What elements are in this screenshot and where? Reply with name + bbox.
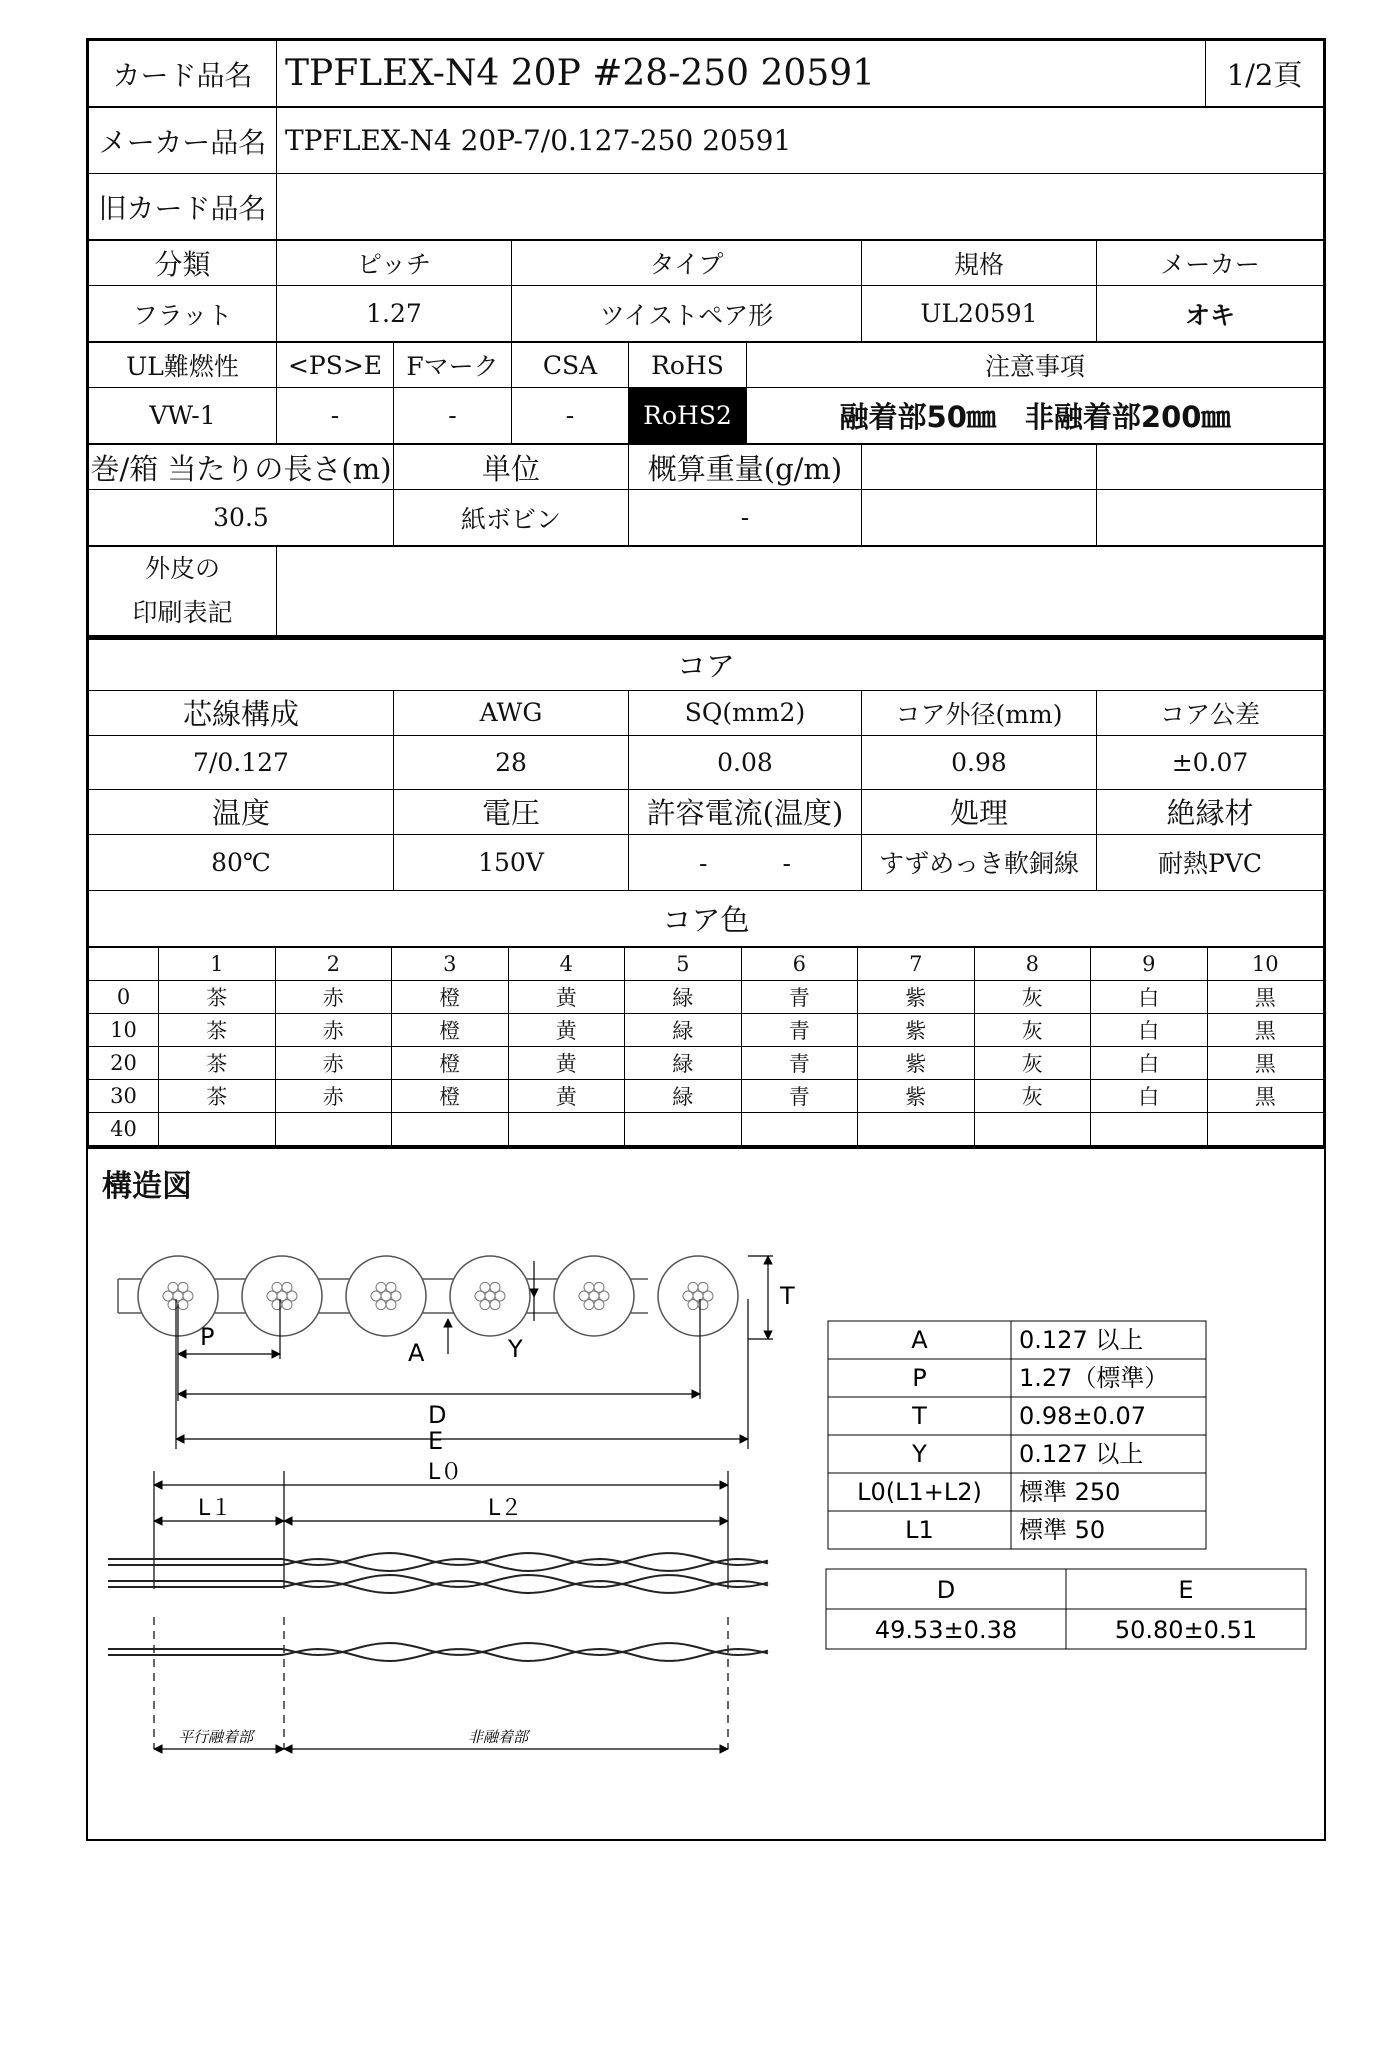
de-value: 50.80±0.51 xyxy=(1114,1615,1258,1644)
core-circle xyxy=(554,1256,634,1336)
col-header: 3 xyxy=(392,947,509,980)
voltage-header: 電圧 xyxy=(394,789,629,834)
col-header: 4 xyxy=(508,947,625,980)
col-header: 10 xyxy=(1207,947,1324,980)
core-colors-title: コア色 xyxy=(89,890,1324,946)
card-name-label: カード品名 xyxy=(89,41,277,107)
length-header: 巻/箱 当たりの長さ(m) xyxy=(89,445,394,490)
conductor-line xyxy=(108,1575,768,1587)
sq-value: 0.08 xyxy=(629,735,862,789)
spec-key: Y xyxy=(912,1439,927,1468)
standard-value: UL20591 xyxy=(862,286,1097,342)
csa-header: CSA xyxy=(512,343,629,388)
twisted-pair-side-view xyxy=(108,1553,768,1661)
color-cell: 黒 xyxy=(1207,1046,1324,1079)
color-cell: 赤 xyxy=(275,1013,392,1046)
color-cell xyxy=(858,1112,975,1145)
core-circle xyxy=(242,1256,322,1336)
de-table xyxy=(826,1569,1306,1649)
jacket-label-line2: 印刷表記 xyxy=(132,598,233,627)
standard-header: 規格 xyxy=(862,241,1097,286)
row-label: 10 xyxy=(89,1013,159,1046)
core-colors-header-row xyxy=(89,947,1324,980)
spec-value: 0.127 以上 xyxy=(1019,1439,1144,1468)
core-circle xyxy=(450,1256,530,1336)
rohs-header: RoHS xyxy=(629,343,747,388)
color-cell xyxy=(741,1112,858,1145)
spec-key: T xyxy=(912,1401,927,1430)
treatment-header: 処理 xyxy=(862,789,1097,834)
structure-section xyxy=(88,1146,1324,1839)
color-cell: 白 xyxy=(1091,1046,1208,1079)
de-header: E xyxy=(1178,1575,1194,1604)
insulation-header: 絶縁材 xyxy=(1097,789,1324,834)
classification-table xyxy=(88,240,1324,342)
jacket-value xyxy=(277,547,1324,636)
color-cell: 紫 xyxy=(858,980,975,1013)
color-cell: 黄 xyxy=(508,1046,625,1079)
spec-key: A xyxy=(911,1325,928,1354)
color-cell: 白 xyxy=(1091,1013,1208,1046)
core-title: コア xyxy=(89,638,1324,690)
color-cell: 黄 xyxy=(508,980,625,1013)
color-cell: 紫 xyxy=(858,1079,975,1112)
weight-header: 概算重量(g/m) xyxy=(629,445,862,490)
spec-value: 標準 250 xyxy=(1019,1477,1121,1506)
label-t: T xyxy=(780,1281,795,1310)
color-cell: 橙 xyxy=(392,980,509,1013)
color-cell: 赤 xyxy=(275,1046,392,1079)
pse-header: <PS>E xyxy=(277,343,394,388)
color-cell: 赤 xyxy=(275,1079,392,1112)
rohs-badge: RoHS2 xyxy=(629,388,747,444)
color-cell: 黒 xyxy=(1207,1079,1324,1112)
jacket-table xyxy=(88,546,1324,636)
color-cell xyxy=(159,1112,276,1145)
color-cell: 緑 xyxy=(625,1046,742,1079)
core-table xyxy=(88,636,1324,947)
spec-value: 1.27（標準） xyxy=(1019,1363,1169,1392)
spec-key: L1 xyxy=(905,1515,934,1544)
color-cell: 茶 xyxy=(159,1079,276,1112)
structure-diagram xyxy=(88,1149,1324,1839)
color-cell: 緑 xyxy=(625,1079,742,1112)
spec-value: 標準 50 xyxy=(1019,1515,1106,1544)
color-cell: 黄 xyxy=(508,1079,625,1112)
pse-value: - xyxy=(277,388,394,444)
color-cell: 茶 xyxy=(159,1013,276,1046)
color-cell xyxy=(625,1112,742,1145)
maker-header: メーカー xyxy=(1097,241,1324,286)
color-cell: 黄 xyxy=(508,1013,625,1046)
tolerance-value: ±0.07 xyxy=(1097,735,1324,789)
color-cell xyxy=(392,1112,509,1145)
maker-name: TPFLEX-N4 20P-7/0.127-250 20591 xyxy=(277,108,1324,174)
color-cell: 橙 xyxy=(392,1079,509,1112)
conductor-line xyxy=(108,1643,768,1655)
od-header: コア外径(mm) xyxy=(862,690,1097,735)
page-number: 1/2頁 xyxy=(1206,41,1324,107)
conductor-line xyxy=(108,1553,768,1565)
flame-value: VW-1 xyxy=(89,388,277,444)
card-name: TPFLEX-N4 20P #28-250 20591 xyxy=(277,41,1206,107)
voltage-value: 150V xyxy=(394,834,629,890)
col-header: 9 xyxy=(1091,947,1208,980)
pitch-header: ピッチ xyxy=(277,241,512,286)
awg-value: 28 xyxy=(394,735,629,789)
label-l0: L０ xyxy=(428,1459,463,1485)
empty-header-1 xyxy=(862,445,1097,490)
flame-header: UL難燃性 xyxy=(89,343,277,388)
row-label: 40 xyxy=(89,1112,159,1145)
maker-table xyxy=(88,107,1324,240)
spec-value: 0.127 以上 xyxy=(1019,1325,1144,1354)
structure-title: 構造図 xyxy=(102,1168,192,1204)
core-circle xyxy=(346,1256,426,1336)
core-circle xyxy=(658,1256,738,1336)
core-colors-body xyxy=(89,980,1324,1145)
length-value: 30.5 xyxy=(89,490,394,546)
label-unfused: 非融着部 xyxy=(468,1727,529,1746)
color-cell xyxy=(1091,1112,1208,1145)
color-cell: 緑 xyxy=(625,980,742,1013)
empty-header-2 xyxy=(1097,445,1324,490)
color-row xyxy=(89,1079,1324,1112)
old-card-name xyxy=(277,174,1324,240)
col-header: 5 xyxy=(625,947,742,980)
label-a: A xyxy=(408,1338,425,1367)
corner-cell xyxy=(89,947,159,980)
row-label: 30 xyxy=(89,1079,159,1112)
col-header: 7 xyxy=(858,947,975,980)
spec-sheet xyxy=(86,38,1326,1841)
color-row xyxy=(89,1112,1324,1145)
row-label: 20 xyxy=(89,1046,159,1079)
color-cell: 青 xyxy=(741,1013,858,1046)
maker-value: オキ xyxy=(1097,286,1324,342)
color-cell: 橙 xyxy=(392,1046,509,1079)
unit-value: 紙ボビン xyxy=(394,490,629,546)
jacket-label xyxy=(89,547,277,636)
core-colors-table xyxy=(88,947,1324,1146)
color-cell: 白 xyxy=(1091,1079,1208,1112)
color-cell: 灰 xyxy=(974,980,1091,1013)
csa-value: - xyxy=(512,388,629,444)
spec-key: L0(L1+L2) xyxy=(857,1477,982,1506)
row-label: 0 xyxy=(89,980,159,1013)
col-header: 2 xyxy=(275,947,392,980)
spec-value: 0.98±0.07 xyxy=(1019,1401,1146,1430)
label-y: Y xyxy=(508,1334,523,1363)
empty-value-2 xyxy=(1097,490,1324,546)
conductor-line xyxy=(108,1649,768,1661)
col-header: 6 xyxy=(741,947,858,980)
de-header: D xyxy=(936,1575,956,1604)
color-cell: 紫 xyxy=(858,1013,975,1046)
color-cell: 灰 xyxy=(974,1013,1091,1046)
spec-key: P xyxy=(912,1363,927,1392)
conductor-line xyxy=(108,1559,768,1571)
awg-header: AWG xyxy=(394,690,629,735)
type-value: ツイストペア形 xyxy=(512,286,862,342)
maker-name-label: メーカー品名 xyxy=(89,108,277,174)
current-header: 許容電流(温度) xyxy=(629,789,862,834)
color-cell xyxy=(1207,1112,1324,1145)
label-p: P xyxy=(200,1322,215,1351)
notes-value: 融着部50㎜ 非融着部200㎜ xyxy=(747,388,1324,444)
color-cell: 青 xyxy=(741,1046,858,1079)
color-cell: 黒 xyxy=(1207,1013,1324,1046)
color-cell: 橙 xyxy=(392,1013,509,1046)
color-cell: 灰 xyxy=(974,1046,1091,1079)
color-row xyxy=(89,980,1324,1013)
color-cell: 紫 xyxy=(858,1046,975,1079)
label-fused: 平行融着部 xyxy=(178,1727,254,1746)
color-cell: 茶 xyxy=(159,1046,276,1079)
notes-header: 注意事項 xyxy=(747,343,1324,388)
packaging-table xyxy=(88,444,1324,546)
label-l1: L１ xyxy=(198,1495,233,1521)
fmark-value: - xyxy=(394,388,512,444)
color-cell: 赤 xyxy=(275,980,392,1013)
type-header: タイプ xyxy=(512,241,862,286)
label-e: E xyxy=(428,1426,444,1455)
de-value: 49.53±0.38 xyxy=(874,1615,1018,1644)
treatment-value: すずめっき軟銅線 xyxy=(862,834,1097,890)
current-value: - - xyxy=(629,834,862,890)
col-header: 1 xyxy=(159,947,276,980)
color-cell xyxy=(275,1112,392,1145)
color-cell: 緑 xyxy=(625,1013,742,1046)
strand-value: 7/0.127 xyxy=(89,735,394,789)
fmark-header: Fマーク xyxy=(394,343,512,388)
empty-value-1 xyxy=(862,490,1097,546)
pitch-value: 1.27 xyxy=(277,286,512,342)
color-cell xyxy=(974,1112,1091,1145)
label-l2: L２ xyxy=(488,1495,523,1521)
insulation-value: 耐熱PVC xyxy=(1097,834,1324,890)
conductor-line xyxy=(108,1581,768,1593)
label-d: D xyxy=(428,1400,447,1429)
od-value: 0.98 xyxy=(862,735,1097,789)
class-value: フラット xyxy=(89,286,277,342)
color-row xyxy=(89,1013,1324,1046)
color-cell: 黒 xyxy=(1207,980,1324,1013)
weight-value: - xyxy=(629,490,862,546)
old-card-label: 旧カード品名 xyxy=(89,174,277,240)
temp-value: 80℃ xyxy=(89,834,394,890)
ratings-table xyxy=(88,342,1324,444)
unit-header: 単位 xyxy=(394,445,629,490)
color-cell: 灰 xyxy=(974,1079,1091,1112)
tolerance-header: コア公差 xyxy=(1097,690,1324,735)
color-cell: 白 xyxy=(1091,980,1208,1013)
temp-header: 温度 xyxy=(89,789,394,834)
color-cell: 茶 xyxy=(159,980,276,1013)
sq-header: SQ(mm2) xyxy=(629,690,862,735)
color-cell xyxy=(508,1112,625,1145)
header-table xyxy=(88,40,1324,107)
color-row xyxy=(89,1046,1324,1079)
strand-header: 芯線構成 xyxy=(89,690,394,735)
jacket-label-line1: 外皮の xyxy=(144,554,220,583)
color-cell: 青 xyxy=(741,980,858,1013)
spec-table xyxy=(828,1321,1206,1549)
class-header: 分類 xyxy=(89,241,277,286)
color-cell: 青 xyxy=(741,1079,858,1112)
col-header: 8 xyxy=(974,947,1091,980)
